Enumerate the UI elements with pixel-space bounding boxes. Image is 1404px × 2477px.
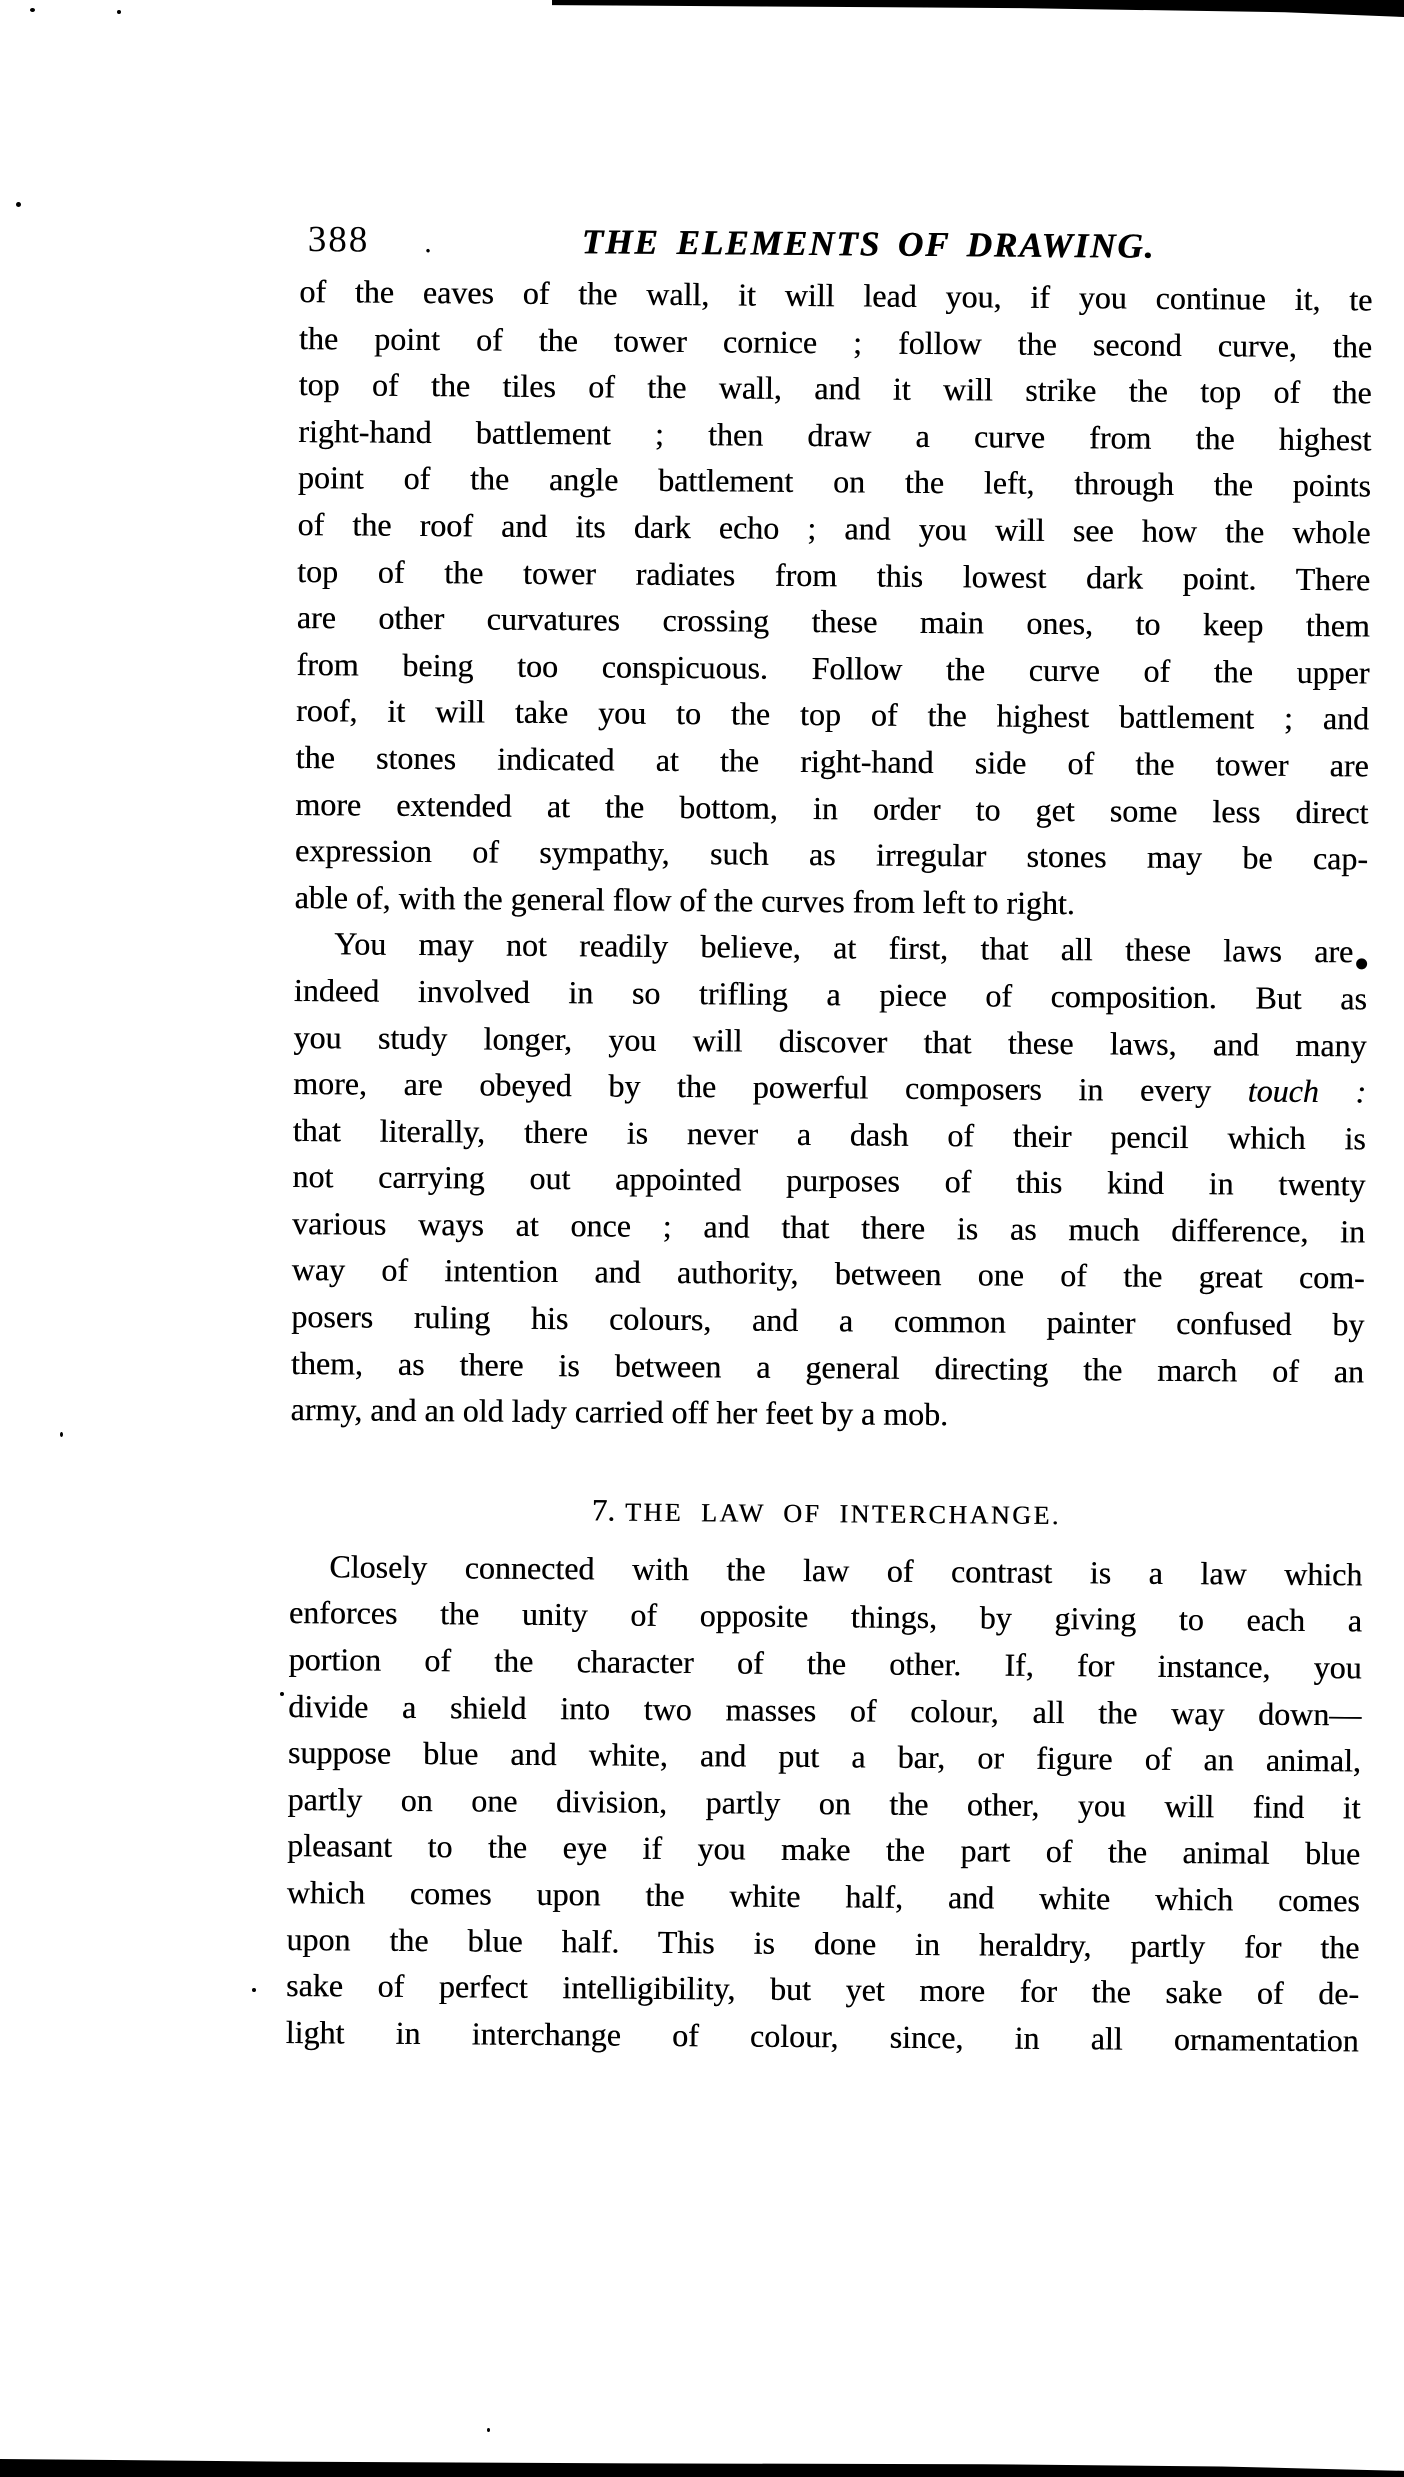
page-number: 388 — [307, 219, 370, 261]
text-line-part: Closely connected with the law of contrast is a law which — [329, 1548, 1363, 1593]
body-text — [286, 268, 1373, 2064]
text-line — [287, 1869, 1360, 1924]
text-line — [295, 781, 1368, 836]
text-line-part: that literally, there is never a dash of their pencil which is — [292, 1111, 1366, 1157]
text-line — [293, 1060, 1366, 1115]
text-line-part: the stones indicated at the right-hand side of the tower are — [295, 738, 1369, 784]
text-line-part: of the eaves of the wall, it will lead you, if you continue it, te — [299, 272, 1373, 318]
scan-edge-top-artifact — [552, 0, 1404, 17]
text-line-part: from being too conspicuous. Follow the curve of the upper — [296, 645, 1370, 691]
text-line-part: divide a shield into two masses of colour, all the way down— — [288, 1687, 1362, 1733]
text-line — [286, 1916, 1359, 1971]
ink-speck — [30, 8, 35, 12]
text-line-part: roof, it will take you to the top of the highest battlement ; and — [295, 692, 1370, 737]
text-line-part: portion of the character of the other. If, for instance, you — [288, 1640, 1362, 1686]
page-content — [286, 212, 1373, 2064]
text-line-part: you study longer, you will discover that these laws, and many — [293, 1018, 1367, 1063]
text-line — [286, 1962, 1359, 2017]
text-line — [298, 408, 1371, 463]
text-line-part: right-hand battlement ; then draw a curve from the highest — [298, 412, 1372, 458]
ink-speck — [60, 1432, 63, 1437]
text-line — [292, 1153, 1365, 1208]
ink-speck — [280, 1692, 284, 1696]
text-line — [297, 548, 1370, 603]
text-line — [297, 594, 1370, 649]
text-line — [288, 1636, 1361, 1691]
text-line — [294, 920, 1367, 975]
text-line-part: way of intention and authority, between one of the great com- — [291, 1251, 1365, 1296]
text-line-part: which comes upon the white half, and white which comes — [286, 1873, 1360, 1919]
ink-spot — [1356, 959, 1367, 970]
section-number: 7. — [591, 1492, 616, 1528]
text-line-part: more extended at the bottom, in order to get some less direct — [295, 785, 1369, 830]
header-separator-dot: . — [424, 225, 432, 260]
text-line-part: upon the blue half. This is done in heraldry, partly for the — [286, 1920, 1360, 1965]
text-line-part: indeed involved in so trifling a piece of composition. But as — [293, 971, 1367, 1017]
page-header — [300, 212, 1373, 276]
text-line-part: top of the tower radiates from this lowest dark point. There — [297, 552, 1371, 597]
text-line — [299, 315, 1372, 370]
text-line — [293, 1107, 1366, 1162]
text-line-part: point of the angle battlement on the left, through the points — [297, 459, 1372, 504]
text-line-part: posers ruling his colours, and a common painter confused by — [291, 1298, 1365, 1343]
text-line — [291, 1340, 1364, 1395]
text-line — [292, 1200, 1365, 1255]
text-line-part: pleasant to the eye if you make the part of the animal blue — [287, 1827, 1361, 1872]
text-line-part: more, are obeyed by the powerful composers in every — [293, 1065, 1248, 1109]
text-line — [288, 1729, 1361, 1784]
text-line-part: sake of perfect intelligibility, but yet more for the sake of de- — [285, 1967, 1360, 2012]
text-line — [287, 1822, 1360, 1877]
text-line — [298, 454, 1371, 509]
running-title: THE ELEMENTS OF DRAWING. — [581, 222, 1156, 266]
paragraph — [286, 1543, 1363, 2064]
paragraph — [290, 920, 1367, 1441]
text-line — [292, 1246, 1365, 1301]
text-line-part: light in interchange of colour, since, in all ornamentation — [285, 2013, 1359, 2059]
text-line-part: not carrying out appointed purposes of this kind in twenty — [292, 1158, 1366, 1203]
text-line — [295, 827, 1368, 882]
text-line — [299, 268, 1372, 323]
ink-speck — [117, 10, 121, 14]
text-line — [298, 361, 1371, 416]
section-heading — [290, 1485, 1363, 1537]
paragraph — [294, 268, 1372, 929]
text-line-part: are other curvatures crossing these main ones, to keep them — [296, 599, 1370, 644]
text-line — [290, 1386, 1363, 1441]
text-line-part: touch : — [1247, 1072, 1367, 1110]
text-line-part: them, as there is between a general directing the march of an — [290, 1344, 1365, 1390]
text-line-part: expression of sympathy, such as irregular stones may be cap- — [294, 832, 1369, 877]
scan-edge-bottom-artifact — [0, 2455, 1404, 2477]
section-title: THE LAW OF INTERCHANGE. — [624, 1497, 1061, 1530]
ink-speck — [16, 202, 21, 207]
text-line-part: of the roof and its dark echo ; and you will see how the whole — [297, 505, 1371, 551]
text-line-part: army, and an old lady carried off her feet by a mob. — [290, 1391, 949, 1433]
text-line-part: top of the tiles of the wall, and it will strike the top of the — [298, 366, 1372, 411]
text-line — [294, 874, 1367, 929]
text-line — [291, 1293, 1364, 1348]
ink-speck — [252, 1988, 256, 1992]
text-line-part: You may not readily believe, at first, that all these laws are — [334, 925, 1354, 970]
text-line — [296, 687, 1369, 742]
text-line — [294, 967, 1367, 1022]
text-line — [296, 641, 1369, 696]
text-line-part: various ways at once ; and that there is as much difference, in — [291, 1204, 1366, 1250]
text-line-part: partly on one division, partly on the other, you will find it — [287, 1780, 1361, 1826]
text-line — [289, 1543, 1362, 1598]
text-line — [296, 734, 1369, 789]
text-line — [286, 2009, 1359, 2064]
text-line — [288, 1683, 1361, 1738]
text-line-part: suppose blue and white, and put a bar, or figure of an animal, — [287, 1734, 1362, 1779]
ink-speck — [487, 2428, 490, 2432]
text-line — [287, 1776, 1360, 1831]
text-line-part: enforces the unity of opposite things, by giving to each a — [288, 1594, 1363, 1639]
text-line — [289, 1589, 1362, 1644]
text-line — [293, 1013, 1366, 1068]
text-line-part: the point of the tower cornice ; follow the second curve, the — [298, 319, 1373, 365]
text-line — [297, 501, 1370, 556]
text-line-part: able of, with the general flow of the curves from left to right. — [294, 878, 1075, 921]
